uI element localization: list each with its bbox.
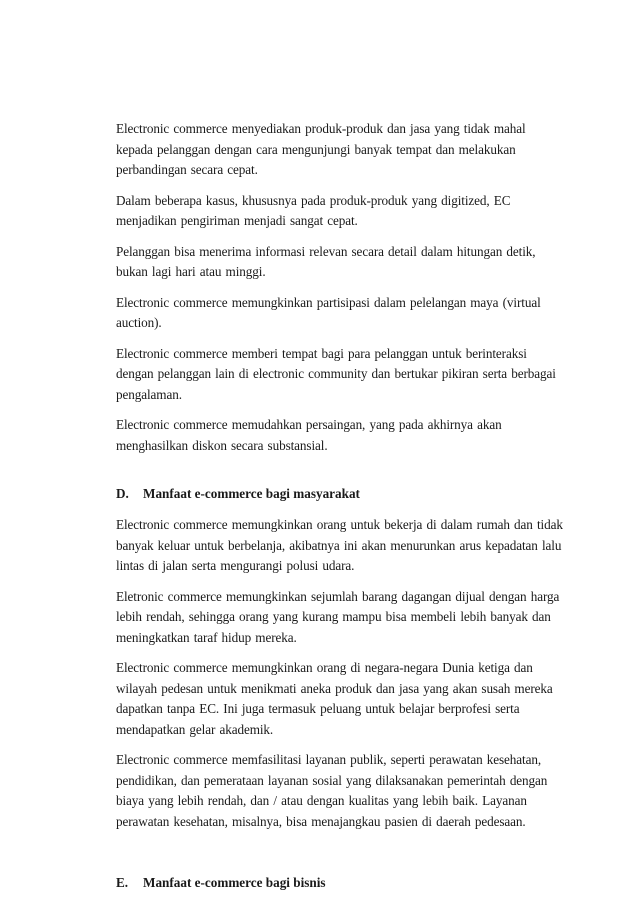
intro-paragraph: Electronic commerce menyediakan produk-produk dan jasa yang tidak mahal kepada pelanggan dengan cara mengunjungi banyak tempat dan melakukan perbandingan secara cepat.	[116, 121, 526, 177]
section-e-letter: E.	[116, 875, 129, 890]
page-content	[116, 119, 564, 893]
section-e-title: Manfaat e-commerce bagi bisnis	[143, 875, 326, 890]
intro-paragraph: Electronic commerce memudahkan persaingan, yang pada akhirnya akan menghasilkan diskon secara substansial.	[116, 417, 502, 453]
section-d-letter: D.	[116, 486, 129, 501]
section-d-paragraph: Eletronic commerce memungkinkan sejumlah barang dagangan dijual dengan harga lebih rendah, sehingga orang yang kurang mampu bisa membeli lebih banyak dan meningkatkan taraf hidup mereka.	[116, 588, 560, 645]
section-d-paragraph: Electronic commerce memungkinkan orang untuk bekerja di dalam rumah dan tidak banyak keluar untuk berbelanja, akibatnya ini akan menurunkan arus kepadatan lalu lintas di jalan serta mengurangi polusi udara.	[116, 517, 563, 573]
section-d-title: Manfaat e-commerce bagi masyarakat	[143, 486, 360, 501]
section-d-heading	[116, 484, 564, 504]
intro-paragraph: Dalam beberapa kasus, khususnya pada produk-produk yang digitized, EC menjadikan pengiriman menjadi sangat cepat.	[116, 192, 511, 228]
section-d-paragraph: Electronic commerce memungkinkan orang di negara-negara Dunia ketiga dan wilayah pedesan untuk menikmati aneka produk dan jasa yang akan susah mereka dapatkan tanpa EC. Ini juga termasuk peluang untuk belajar berprofesi serta mendapatkan gelar akademik.	[116, 660, 553, 737]
intro-paragraph: Pelanggan bisa menerima informasi relevan secara detail dalam hitungan detik, bukan lagi hari atau minggi.	[116, 243, 536, 279]
section-d-paragraph: Electronic commerce memfasilitasi layanan publik, seperti perawatan kesehatan, pendidikan, dan pemerataan layanan sosial yang dilaksanakan pemerintah dengan biaya yang lebih rendah, dan / atau dengan kualitas yang lebih baik. Layanan perawatan kesehatan, misalnya, bisa menajangkau pasien di daerah pedesaan.	[116, 752, 548, 829]
section-e-heading	[116, 873, 564, 893]
intro-paragraph: Electronic commerce memberi tempat bagi para pelanggan untuk berinteraksi dengan pelanggan lain di electronic community dan bertukar pikiran serta berbagai pengalaman.	[116, 345, 556, 402]
intro-paragraph: Electronic commerce memungkinkan partisipasi dalam pelelangan maya (virtual auction).	[116, 294, 541, 330]
